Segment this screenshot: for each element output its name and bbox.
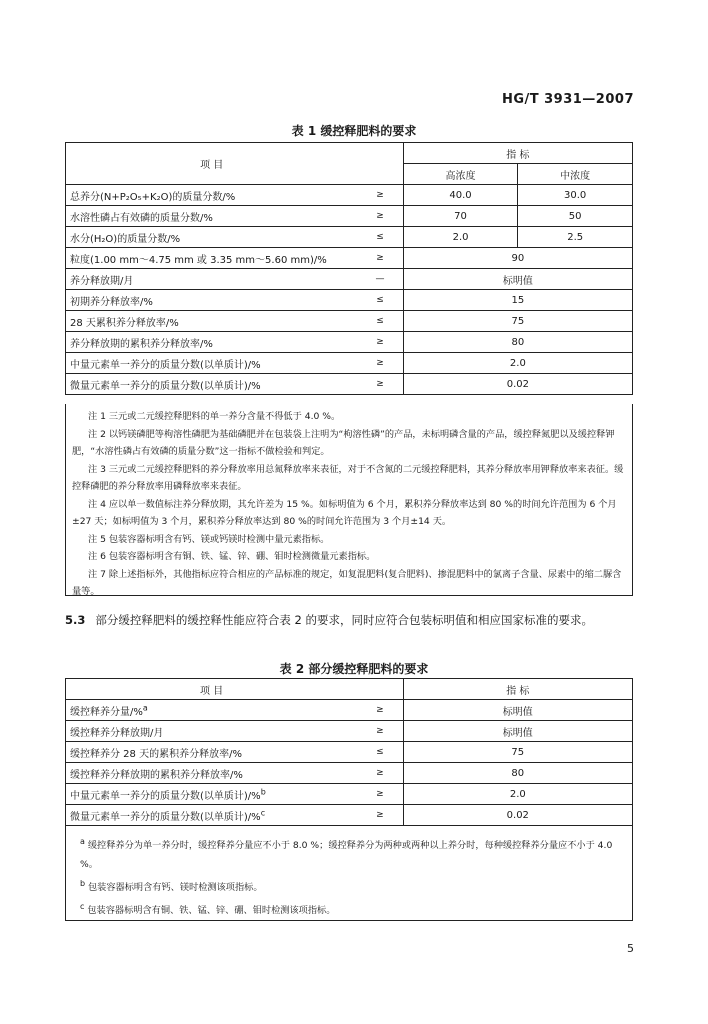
table-row	[66, 742, 633, 763]
row-comparator: ≥	[357, 332, 403, 353]
table2-caption: 表 2 部分缓控释肥料的要求	[279, 662, 429, 676]
row-value: 90	[403, 248, 632, 269]
table1-notes	[72, 408, 628, 601]
footnote	[80, 832, 626, 874]
row-value: 2.0	[403, 353, 632, 374]
footnote-mark: a	[142, 703, 148, 713]
footnote-mark: b	[80, 879, 86, 889]
table2-head-blank	[357, 679, 403, 700]
row-item: 养分释放期/月	[66, 269, 358, 290]
footnote-mark: a	[80, 837, 85, 846]
row-item	[66, 700, 358, 721]
row-item	[66, 805, 358, 826]
row-value-high: 2.0	[403, 227, 518, 248]
row-comparator: ≥	[357, 721, 403, 742]
row-value: 标明值	[403, 700, 632, 721]
standard-code: HG/T 3931—2007	[501, 92, 634, 107]
table-row	[66, 290, 633, 311]
page-number: 5	[627, 942, 634, 955]
table1-head-blank	[357, 143, 403, 185]
row-item: 微量元素单一养分的质量分数(以单质计)/%	[66, 374, 358, 395]
footnote-mark: b	[260, 787, 266, 797]
row-item: 养分释放期的累积养分释放率/%	[66, 332, 358, 353]
row-comparator: ≥	[357, 805, 403, 826]
row-value-high: 70	[403, 206, 518, 227]
row-item	[66, 721, 358, 742]
section-5-3	[65, 610, 633, 630]
table-row	[66, 700, 633, 721]
row-item-text: 缓控释养分量/%	[70, 706, 143, 718]
table-row	[66, 227, 633, 248]
row-item	[66, 784, 358, 805]
note: 注 5 包装容器标明含有钙、镁或钙镁时检测中量元素指标。	[88, 533, 330, 545]
row-comparator: ≥	[357, 784, 403, 805]
row-item-text: 缓控释养分释放期的累积养分释放率/%	[70, 769, 243, 781]
row-value-mid: 50	[518, 206, 633, 227]
table-row	[66, 721, 633, 742]
row-value: 80	[403, 332, 632, 353]
row-comparator: ≥	[357, 248, 403, 269]
note: 注 6 包装容器标明含有铜、铁、锰、锌、硼、钼时检测微量元素指标。	[88, 551, 376, 562]
row-item: 总养分(N+P₂O₅+K₂O)的质量分数/%	[66, 185, 358, 206]
row-item-text: 微量元素单一养分的质量分数(以单质计)/%	[70, 811, 261, 823]
table2-header-row	[66, 679, 633, 700]
row-item: 水溶性磷占有效磷的质量分数/%	[66, 206, 358, 227]
row-value-mid: 2.5	[518, 227, 633, 248]
row-value: 0.02	[403, 805, 632, 826]
table-row	[66, 185, 633, 206]
table-row	[66, 353, 633, 374]
row-comparator: ≥	[357, 700, 403, 721]
row-value: 标明值	[403, 269, 632, 290]
row-comparator: ≤	[357, 311, 403, 332]
footnote-text: 包装容器标明含有铜、铁、锰、锌、硼、钼时检测该项指标。	[87, 905, 336, 917]
note: 注 2 以钙镁磷肥等枸溶性磷肥为基础磷肥并在包装袋上注明为“枸溶性磷”的产品，未标明磷含量的产品，缓控释氮肥以及缓控释钾肥，“水溶性磷占有效磷的质量分数”这一指标不做检验和判定。	[72, 428, 615, 457]
row-comparator: ≥	[357, 763, 403, 784]
table2-footnotes	[80, 832, 626, 920]
table2	[65, 678, 633, 826]
table1-head-index: 指 标	[403, 143, 632, 164]
row-value: 80	[403, 763, 632, 784]
note: 注 4 应以单一数值标注养分释放期，其允许差为 15 %。如标明值为 6 个月，累积养分释放率达到 80 %的时间允许范围为 6 个月±27 天；如标明值为 3 个月，累积养分释放率达到 80 %的时间允许范围为 3 个月±14 天。	[72, 498, 617, 527]
row-item: 水分(H₂O)的质量分数/%	[66, 227, 358, 248]
row-item: 初期养分释放率/%	[66, 290, 358, 311]
table-row	[66, 206, 633, 227]
note: 注 7 除上述指标外，其他指标应符合相应的产品标准的规定，如复混肥料(复合肥料)、掺混肥料中的氯离子含量、尿素中的缩二脲含量等。	[72, 568, 622, 597]
row-value: 2.0	[403, 784, 632, 805]
row-value: 75	[403, 311, 632, 332]
row-value: 0.02	[403, 374, 632, 395]
table1-caption: 表 1 缓控释肥料的要求	[291, 124, 417, 138]
section-number: 5.3	[65, 613, 86, 627]
table-row	[66, 805, 633, 826]
row-comparator: ≥	[357, 185, 403, 206]
footnote-text: 包装容器标明含有钙、镁时检测该项指标。	[88, 882, 263, 894]
row-value: 15	[403, 290, 632, 311]
row-item-text: 缓控释养分释放期/月	[70, 727, 164, 739]
table-row	[66, 332, 633, 353]
table1-head-item: 项 目	[66, 143, 358, 185]
row-item	[66, 763, 358, 784]
table-row	[66, 784, 633, 805]
table-row	[66, 269, 633, 290]
footnote-text: 缓控释养分为单一养分时，缓控释养分量应不小于 8.0 %；缓控释养分为两种或两种以上养分时，每种缓控释养分量应不小于 4.0 %。	[80, 840, 613, 871]
table-row	[66, 763, 633, 784]
note: 注 1 三元或二元缓控释肥料的单一养分含量不得低于 4.0 %。	[88, 411, 341, 422]
footnote-mark: c	[260, 808, 266, 818]
row-comparator: ≥	[357, 206, 403, 227]
table1-header-row	[66, 143, 633, 164]
table2-head-item: 项 目	[66, 679, 358, 700]
table2-head-index: 指 标	[403, 679, 632, 700]
footnote	[80, 897, 626, 920]
row-value-high: 40.0	[403, 185, 518, 206]
row-value: 标明值	[403, 721, 632, 742]
table1-head-high: 高浓度	[403, 164, 518, 185]
row-comparator: ≥	[357, 353, 403, 374]
row-comparator: ≥	[357, 374, 403, 395]
footnote	[80, 874, 626, 897]
row-comparator: ≤	[357, 742, 403, 763]
row-value-mid: 30.0	[518, 185, 633, 206]
row-item-text: 缓控释养分 28 天的累积养分释放率/%	[70, 748, 242, 760]
section-text: 部分缓控释肥料的缓控释性能应符合表 2 的要求，同时应符合包装标明值和相应国家标准的要求。	[95, 613, 593, 627]
row-item: 中量元素单一养分的质量分数(以单质计)/%	[66, 353, 358, 374]
row-comparator: ≤	[357, 290, 403, 311]
row-value: 75	[403, 742, 632, 763]
table-row	[66, 311, 633, 332]
table1	[65, 142, 633, 395]
row-comparator: ≤	[357, 227, 403, 248]
row-item-text: 中量元素单一养分的质量分数(以单质计)/%	[70, 790, 261, 802]
table-row	[66, 374, 633, 395]
row-item	[66, 742, 358, 763]
footnote-mark: c	[80, 902, 85, 912]
note: 注 3 三元或二元缓控释肥料的养分释放率用总氮释放率来表征，对于不含氮的二元缓控释肥料，其养分释放率用钾释放率来表征。缓控释磷肥的养分释放率用磷释放率来表征。	[72, 463, 624, 492]
table-row	[66, 248, 633, 269]
row-item: 28 天累积养分释放率/%	[66, 311, 358, 332]
table1-head-mid: 中浓度	[518, 164, 633, 185]
row-comparator: —	[357, 269, 403, 290]
row-item: 粒度(1.00 mm～4.75 mm 或 3.35 mm～5.60 mm)/%	[66, 248, 358, 269]
